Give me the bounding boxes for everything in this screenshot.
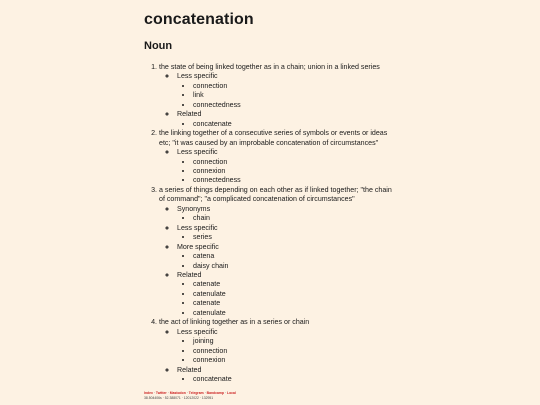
word-link-connection[interactable]: • connection <box>193 158 399 167</box>
sense-definition: a series of things depending on each other as if linked together; "the chain of command"; "a complicated concatenation of circumstances" <box>159 185 392 204</box>
relation-group-related <box>177 366 399 385</box>
sense-item <box>159 186 399 318</box>
footer-link-telegram[interactable]: Telegram <box>188 391 204 395</box>
footer-separator: · <box>223 391 227 395</box>
word-list <box>177 82 399 110</box>
word-link-daisy-chain[interactable]: • daisy chain <box>193 262 399 271</box>
relation-group-related <box>177 110 399 129</box>
word-link-catenulate[interactable]: • catenulate <box>193 290 399 299</box>
relation-group-label: Less specific <box>177 148 218 157</box>
footer-link-local[interactable]: Local <box>227 391 236 395</box>
footer <box>144 391 236 401</box>
relation-group-label: Less specific <box>177 72 218 81</box>
relation-group-label: Less specific <box>177 327 218 336</box>
footer-separator: · <box>185 391 189 395</box>
word-link-catenate[interactable]: • catenate <box>193 280 399 289</box>
word-title: concatenation <box>144 11 254 28</box>
word-link-concatenate[interactable]: • concatenate <box>193 375 399 384</box>
footer-separator: · <box>152 391 156 395</box>
relation-group-label: More specific <box>177 242 219 251</box>
footer-link-index[interactable]: Index <box>144 391 153 395</box>
relation-groups <box>159 72 399 129</box>
word-list <box>177 252 399 271</box>
word-link-concatenate[interactable]: • concatenate <box>193 120 399 129</box>
sense-item <box>159 63 399 129</box>
word-list <box>177 214 399 223</box>
footer-link-mastodon[interactable]: Mastodon <box>169 391 186 395</box>
relation-group-label: Related <box>177 270 202 279</box>
sense-item <box>159 318 399 384</box>
senses-list <box>0 63 399 384</box>
word-list <box>177 337 399 365</box>
word-link-connexion[interactable]: • connexion <box>193 167 399 176</box>
word-list <box>177 120 399 129</box>
relation-groups <box>159 205 399 318</box>
word-list <box>177 280 399 318</box>
word-link-connectedness[interactable]: • connectedness <box>193 176 399 185</box>
relation-group-less-specific <box>177 148 399 186</box>
footer-link-bandcamp[interactable]: Bandcamp <box>206 391 224 395</box>
word-link-connection[interactable]: • connection <box>193 347 399 356</box>
footer-link-twitter[interactable]: Twitter <box>155 391 167 395</box>
relation-group-synonyms <box>177 205 399 224</box>
relation-groups <box>159 148 399 186</box>
word-link-joining[interactable]: • joining <box>193 337 399 346</box>
relation-group-less-specific <box>177 328 399 366</box>
word-list <box>177 158 399 186</box>
word-list <box>177 233 399 242</box>
footer-separator: · <box>203 391 207 395</box>
relation-groups <box>159 328 399 385</box>
word-link-catenulate[interactable]: • catenulate <box>193 309 399 318</box>
footer-meta: 38.504406s · 52.388071 · 12012022 · 132951 <box>144 396 214 400</box>
footer-separator: · <box>166 391 170 395</box>
word-link-link[interactable]: • link <box>193 91 399 100</box>
sense-definition: the act of linking together as in a series or chain <box>159 318 310 327</box>
relation-group-label: Related <box>177 365 202 374</box>
word-link-connectedness[interactable]: • connectedness <box>193 101 399 110</box>
word-link-connection[interactable]: • connection <box>193 82 399 91</box>
relation-group-label: Synonyms <box>177 204 211 213</box>
sense-definition: the state of being linked together as in a chain; union in a linked series <box>159 63 380 71</box>
part-of-speech-heading: Noun <box>144 40 173 52</box>
word-link-catenate[interactable]: • catenate <box>193 299 399 308</box>
sense-item <box>159 129 399 186</box>
relation-group-more-specific <box>177 243 399 271</box>
relation-group-less-specific <box>177 72 399 110</box>
relation-group-less-specific <box>177 224 399 243</box>
word-link-chain[interactable]: • chain <box>193 214 399 223</box>
word-list <box>177 375 399 384</box>
relation-group-label: Related <box>177 110 202 119</box>
relation-group-label: Less specific <box>177 223 218 232</box>
sense-definition: the linking together of a consecutive series of symbols or events or ideas etc; "it was caused by an improbable concatenation of circumstances" <box>159 129 388 147</box>
word-link-series[interactable]: • series <box>193 233 399 242</box>
relation-group-related <box>177 271 399 318</box>
word-link-connexion[interactable]: • connexion <box>193 356 399 365</box>
word-link-catena[interactable]: • catena <box>193 252 399 261</box>
